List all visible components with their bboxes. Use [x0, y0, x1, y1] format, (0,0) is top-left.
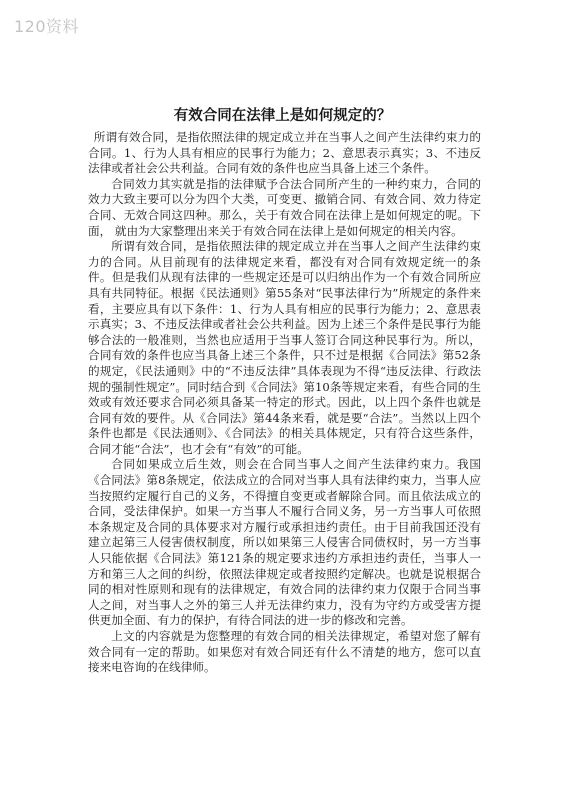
paragraph-valid-conditions: 所谓有效合同，是指依照法律的规定成立并在当事人之间产生法律约束力的合同。从目前现有的法律规定来看，都没有对合同有效规定统一的条件。但是我们从现有法律的一些规定还是可以归纳出作为一个有效合同所应具有共同特征。根据《民法通则》第55条对“民事法律行为”所规定的条件来看，主要应具有以下条件：1、行为人具有相应的民事行为能力；2、意思表示真实；3、不违反法律或者社会公共利益。因为上述三个条件是民事行为能够合法的一般准则，当然也应适用于当事人签订合同这种民事行为。所以，合同有效的条件也应当具备上述三个条件，只不过是根据《合同法》第52条的规定，《民法通则》中的“不违反法律”具体表现为不得“违反法律、行政法规的强制性规定”。同时结合到《合同法》第10条等规定来看，有些合同的生效或有效还要求合同必须具备某一特定的形式。因此，以上四个条件也就是合同有效的要件。从《合同法》第44条来看，就是要“合法”。当然以上四个条件也都是《民法通则》、《合同法》的相关具体规定，只有符合这些条件，合同才能“合法”，也才会有“有效”的可能。 — [88, 239, 481, 456]
paragraph-conclusion: 上文的内容就是为您整理的有效合同的相关法律规定，希望对您了解有效合同有一定的帮助。如果您对有效合同还有什么不清楚的地方，您可以直接来电咨询的在线律师。 — [88, 629, 481, 675]
paragraph-contract-effect: 合同效力其实就是指的法律赋予合法合同所产生的一种约束力，合同的效力大致主要可以分为四个大类，可变更、撤销合同、有效合同、效力待定合同、无效合同这四种。那么，关于有效合同在法律上是如何规定的呢。下面， 就由为大家整理出来关于有效合同在法律上是如何规定的相关内容。 — [88, 176, 481, 238]
paragraph-binding-force: 合同如果成立后生效，则会在合同当事人之间产生法律约束力。我国《合同法》第8条规定，依法成立的合同对当事人具有法律约束力，当事人应当按照约定履行自己的义务，不得擅自变更或者解除合同。而且依法成立的合同，受法律保护。如果一方当事人不履行合同义务，另一方当事人可依照本条规定及合同的具体要求对方履行或承担违约责任。由于目前我国还没有建立起第三人侵害债权制度，所以如果第三人侵害合同债权时，另一方当事人只能依据《合同法》第121条的规定要求违约方承担违约责任，当事人一方和第三人之间的纠纷，依照法律规定或者按照约定解决。也就是说根据合同的相对性原则和现有的法律规定，有效合同的法律约束力仅限于合同当事人之间，对当事人之外的第三人并无法律约束力，没有为守约方或受害方提供更加全面、有力的保护，有待合同法的进一步的修改和完善。 — [88, 457, 481, 628]
document-body — [88, 130, 481, 676]
paragraph-intro: 所谓有效合同，是指依照法律的规定成立并在当事人之间产生法律约束力的合同。1、行为人具有相应的民事行为能力；2、意思表示真实；3、不违反法律或者社会公共利益。合同有效的条件也应当具备上述三个条件。 — [88, 130, 481, 176]
document-title: 有效合同在法律上是如何规定的？ — [173, 107, 392, 124]
watermark-logo: 120资料 — [14, 17, 80, 36]
